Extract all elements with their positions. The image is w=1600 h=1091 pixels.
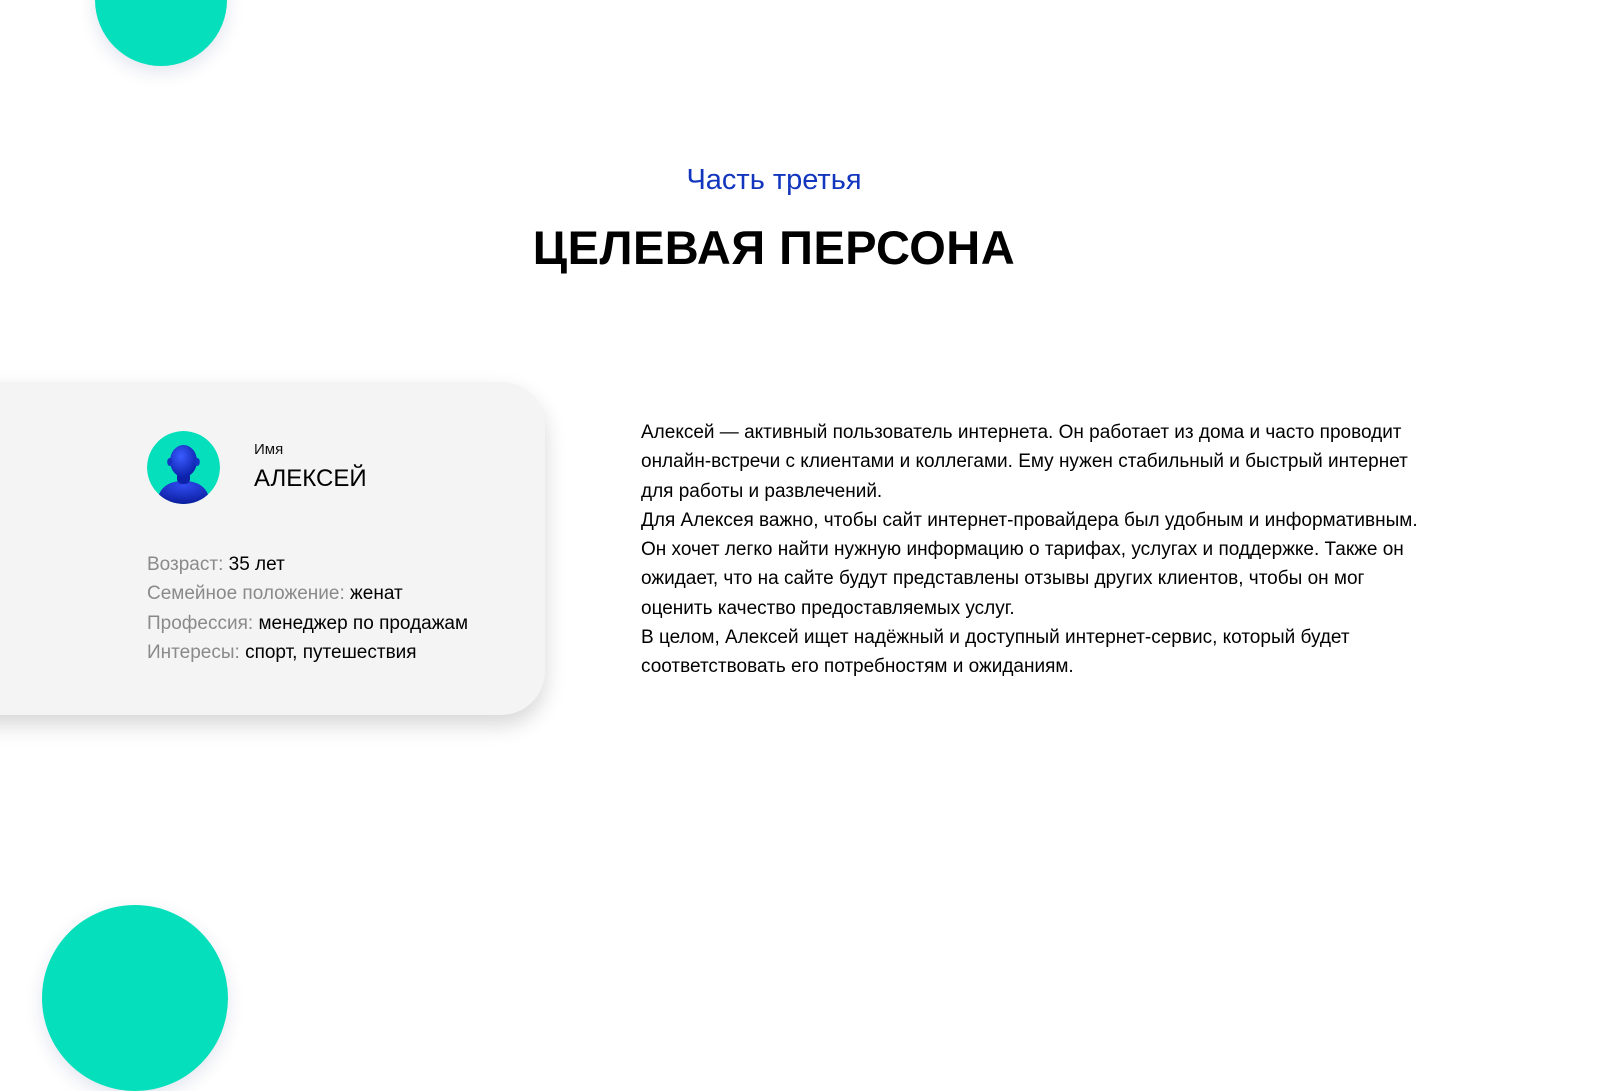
fact-label: Возраст:: [147, 554, 224, 575]
persona-facts: [147, 550, 527, 667]
fact-value: женат: [350, 583, 403, 605]
avatar: [147, 431, 220, 504]
persona-name-caption: Имя: [254, 441, 284, 458]
fact-value: 35 лет: [228, 554, 285, 575]
description-paragraph: Для Алексея важно, чтобы сайт интернет-провайдера был удобным и информативным. Он хочет легко найти нужную информацию о тарифах, услугах и поддержке. Также он ожидает, что на сайте будут представлены отзывы других клиентов, чтобы он мог оценить качество предоставляемых услуг.: [641, 509, 1418, 619]
section-subtitle: Часть третья: [686, 164, 862, 196]
fact-interests: [147, 638, 527, 667]
decorative-circle-top: [95, 0, 227, 66]
decorative-circle-bottom: [42, 905, 228, 1091]
page-title: ЦЕЛЕВАЯ ПЕРСОНА: [532, 221, 1016, 274]
description-paragraph: Алексей — активный пользователь интернета. Он работает из дома и часто проводит онлайн-встречи с клиентами и коллегами. Ему нужен стабильный и быстрый интернет для работы и развлечений.: [641, 422, 1408, 502]
fact-marital-status: [147, 579, 527, 608]
fact-label: Профессия:: [147, 612, 254, 634]
description-paragraph: В целом, Алексей ищет надёжный и доступный интернет-сервис, который будет соответствовать его потребностям и ожиданиям.: [641, 627, 1350, 678]
fact-profession: [147, 609, 527, 638]
user-icon: [147, 431, 220, 504]
fact-label: Интересы:: [147, 641, 240, 663]
fact-value: спорт, путешествия: [245, 641, 417, 663]
fact-value: менеджер по продажам: [258, 612, 469, 634]
persona-name: АЛЕКСЕЙ: [254, 465, 367, 492]
fact-age: [147, 550, 527, 579]
persona-description: [641, 418, 1441, 682]
fact-label: Семейное положение:: [147, 583, 345, 605]
